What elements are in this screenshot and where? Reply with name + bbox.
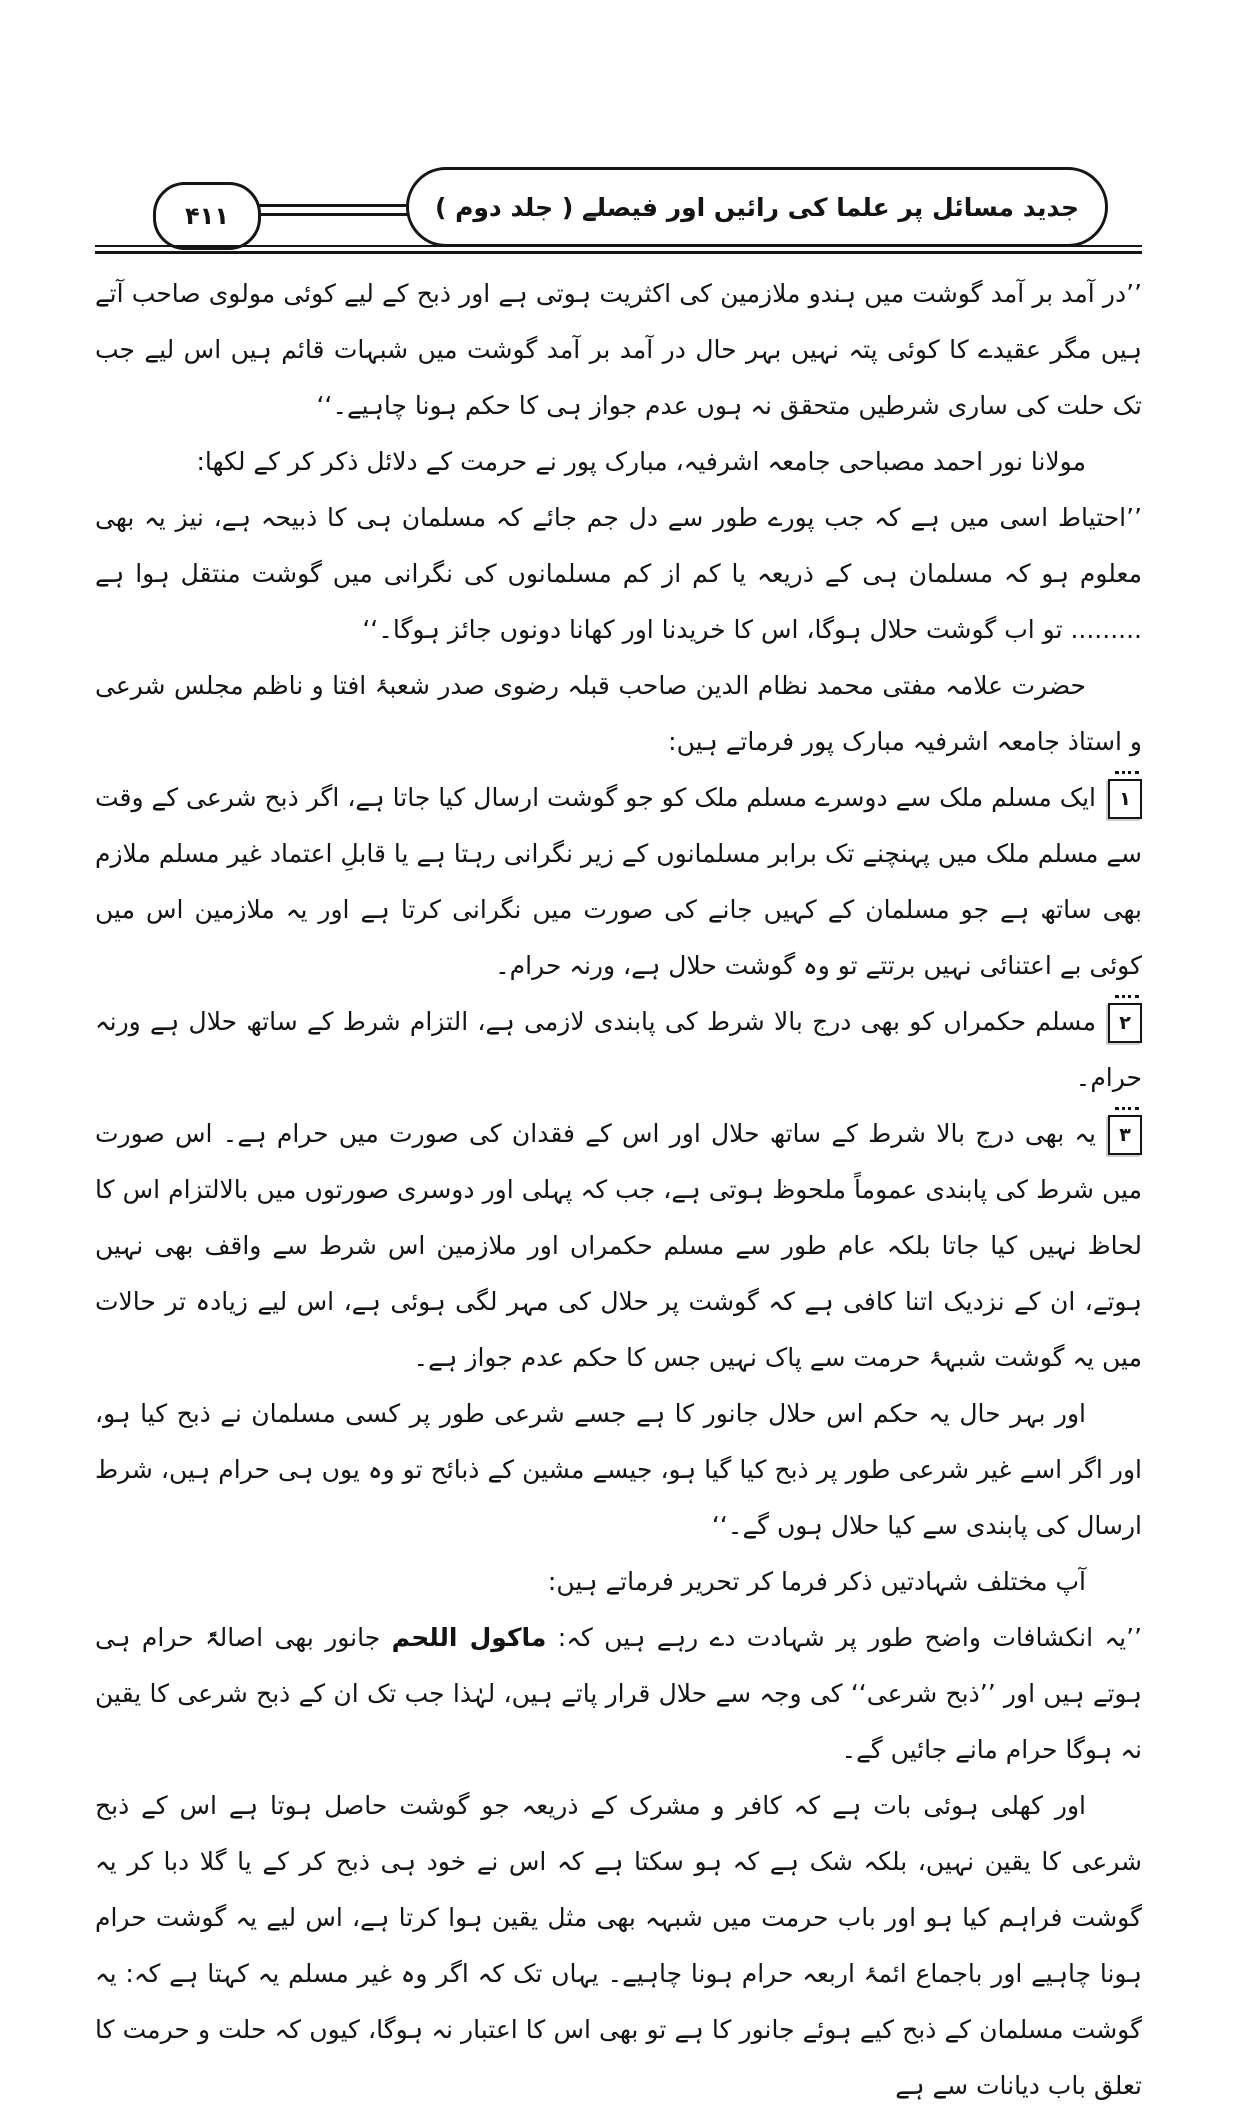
body-paragraph: آپ مختلف شہادتیں ذکر فرما کر تحریر فرماتے ہیں:: [547, 1567, 1086, 1596]
numbered-item-marker-1: ۱: [1108, 779, 1142, 819]
body-paragraph: اور کھلی ہوئی بات ہے کہ کافر و مشرک کے ذریعہ جو گوشت حاصل ہوتا ہے اس کے ذبح شرعی کا یقین نہیں، بلکہ شک ہے کہ ہو سکتا ہے کہ اس نے خود ہی ذبح کر کے یا گلا دبا کر یہ گوشت فراہم کیا ہو اور باب حرمت میں شبہہ بھی مثل یقین ہوا کرتا ہے، اس لیے یہ گوشت حرام ہونا چاہیے اور باجماع ائمۂ اربعہ حرام ہونا چاہیے۔ یہاں تک کہ اگر وہ غیر مسلم یہ کہتا ہے کہ: یہ گوشت مسلمان کے ذبح کیے ہوئے جانور کا ہے تو بھی اس کا اعتبار نہ ہوگا، کیوں کہ حلت و حرمت کا تعلق باب دیانات سے ہے: [95, 1791, 1142, 2100]
body-paragraph: حضرت علامہ مفتی محمد نظام الدین صاحب قبلہ رضوی صدر شعبۂ افتا و ناظم مجلس شرعی و استاذ جامعہ اشرفیہ مبارک پور فرماتے ہیں:: [95, 671, 1142, 756]
book-title-capsule: [406, 167, 1108, 247]
numbered-item-text: یہ بھی درج بالا شرط کے ساتھ حلال اور اس کے فقدان کی صورت میں حرام ہے۔ اس صورت میں شرط کی پابندی عموماً ملحوظ ہوتی ہے، جب کہ پہلی اور دوسری صورتوں میں بالالتزام اس کا لحاظ نہیں کیا جاتا بلکہ عام طور سے مسلم حکمراں اور ملازمین اس شرط سے واقف بھی نہیں ہوتے، ان کے نزدیک اتنا کافی ہے کہ گوشت پر حلال کی مہر لگی ہوئی ہے، اس لیے زیادہ تر حالات میں یہ گوشت شبہۂ حرمت سے پاک نہیں جس کا حکم عدم جواز ہے۔: [95, 1119, 1142, 1372]
quote-paragraph: ’’در آمد بر آمد گوشت میں ہندو ملازمین کی اکثریت ہوتی ہے اور ذبح کے لیے کوئی مولوی صاحب آتے ہیں مگر عقیدے کا کوئی پتہ نہیں بہر حال در آمد بر آمد گوشت میں شبہات قائم ہیں اس لیے جب تک حلت کی ساری شرطیں متحقق نہ ہوں عدم جواز ہی کا حکم ہونا چاہیے۔‘‘: [95, 279, 1142, 420]
body-paragraph: اور بہر حال یہ حکم اس حلال جانور کا ہے جسے شرعی طور پر کسی مسلمان نے ذبح کیا ہو، اور اگر اسے غیر شرعی طور پر ذبح کیا گیا ہو، جیسے مشین کے ذبائح تو وہ یوں ہی حرام ہیں، شرط ارسال کی پابندی سے کیا حلال ہوں گے۔‘‘: [95, 1399, 1142, 1540]
quote-paragraph: [95, 1610, 1142, 1778]
page-number-capsule: [153, 182, 261, 250]
quote-text: جانور بھی اصالۃً حرام ہی ہوتے ہیں اور ’’ذبح شرعی‘‘ کی وجہ سے حلال قرار پاتے ہیں، لہٰذا جب تک ان کے ذبح شرعی کا یقین نہ ہوگا حرام مانے جائیں گے۔: [95, 1623, 1142, 1764]
numbered-item-2: [95, 994, 1142, 1106]
numbered-item-marker-2: ۲: [1108, 1003, 1142, 1043]
bold-arabic-phrase: ماکول اللحم: [391, 1623, 547, 1652]
body-paragraph: مولانا نور احمد مصباحی جامعہ اشرفیہ، مبارک پور نے حرمت کے دلائل ذکر کر کے لکھا:: [196, 447, 1086, 476]
numbered-item-text: ایک مسلم ملک سے دوسرے مسلم ملک کو جو گوشت ارسال کیا جاتا ہے، اگر ذبح شرعی کے وقت سے مسلم ملک میں پہنچنے تک برابر مسلمانوں کے زیر نگرانی رہتا ہے یا قابلِ اعتماد غیر مسلم ملازم بھی ساتھ ہے جو مسلمان کے کہیں جانے کی صورت میں نگرانی کرتا ہے اور یہ ملازمین اس میں کوئی بے اعتنائی نہیں برتتے تو وہ گوشت حلال ہے، ورنہ حرام۔: [95, 783, 1142, 980]
numbered-item-text: مسلم حکمراں کو بھی درج بالا شرط کی پابندی لازمی ہے، التزام شرط کے ساتھ حلال ہے ورنہ حرام۔: [95, 1007, 1142, 1092]
header-bottom-rule: [95, 245, 1142, 254]
numbered-item-marker-3: ۳: [1108, 1115, 1142, 1155]
book-title: جدید مسائل پر علما کی رائیں اور فیصلے ( جلد دوم ): [434, 192, 1079, 222]
page-number: ۴۱۱: [185, 202, 229, 230]
text-body: [95, 266, 1142, 2114]
numbered-item-1: [95, 770, 1142, 994]
quote-text: ’’یہ انکشافات واضح طور پر شہادت دے رہے ہیں کہ:: [546, 1623, 1142, 1652]
quote-paragraph: ’’احتیاط اسی میں ہے کہ جب پورے طور سے دل جم جائے کہ مسلمان ہی کا ذبیحہ ہے، نیز یہ بھی معلوم ہو کہ مسلمان ہی کے ذریعہ یا کم از کم مسلمانوں کی نگرانی میں گوشت منتقل ہوا ہے ......... تو اب گوشت حلال ہوگا، اس کا خریدنا اور کھانا دونوں جائز ہوگا۔‘‘: [95, 503, 1142, 644]
numbered-item-3: [95, 1106, 1142, 1386]
